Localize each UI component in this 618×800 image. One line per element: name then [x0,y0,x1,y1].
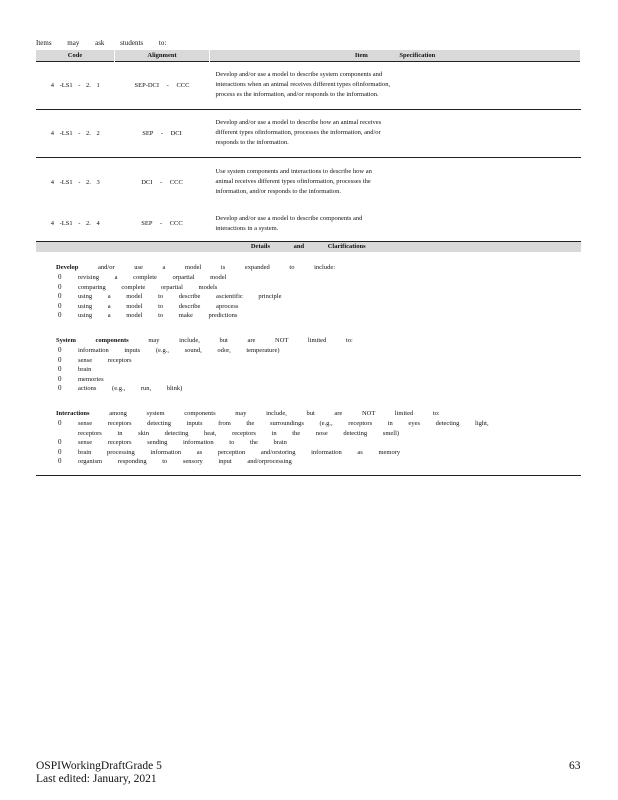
circle-bullet-icon: 0 [58,457,62,466]
block-intro: among system components may include, but are NOT limited to: [109,409,440,417]
circle-bullet-icon: 0 [58,355,62,364]
spec-line: information, and/or responds to the information. [215,188,341,196]
circle-bullet-icon: 0 [58,311,62,320]
spec-line: interactions in a system. [215,224,279,232]
circle-bullet-icon: 0 [58,365,62,374]
circle-bullet-icon: 0 [58,282,62,291]
list-item: 0 organism responding to sensory input and/orprocessing [58,457,292,466]
block-intro: and/or use a model is expanded to include: [98,264,336,271]
spec-line: Develop and/or use a model to describe components and [215,214,363,222]
details-block-interactions [44,408,581,467]
spec-line: different types ofinformation, processes the information, and/or [215,129,381,136]
table-row [36,61,581,109]
spec-header: Item Specification [210,50,581,61]
list-item: 0 brain [58,365,92,374]
intro-text: Items may ask students to: [36,39,167,47]
code-cell: 4 -LS1 - 2. 1 [36,61,115,109]
spec-cell [210,157,581,207]
alignment-header: Alignment [115,50,210,61]
list-item: 0 sense receptors [58,355,132,364]
list-item-continuation: receptors in skin detecting heat, receptors in the nose detecting smell) [78,429,400,437]
list-item: 0 using a model to describe aprocess [58,301,239,310]
circle-bullet-icon: 0 [58,301,62,310]
footer-edit-date: Last edited: January, 2021 [36,773,157,785]
spec-cell [210,207,581,241]
spec-line: Use system components and interactions to describe how an [215,168,372,176]
code-header: Code [36,50,115,61]
list-item: 0 actions (e.g., run, blink) [58,384,183,393]
details-block-system-components [44,335,581,394]
footer-doc-title: OSPIWorkingDraftGrade 5 [36,760,162,772]
list-item: 0 memories [58,374,104,383]
list-item: 0 revising a complete orpartial model [58,273,227,281]
spec-line: interactions when an animal receives different types ofinformation, [215,81,391,88]
details-header-row [36,241,581,252]
spec-line: process es the information, and/or responds to the information. [215,91,379,98]
alignment-cell: SEP - CCC [141,220,183,228]
table-header-row [36,50,581,61]
circle-bullet-icon: 0 [58,292,62,301]
details-header: Details and Clarifications [36,241,581,252]
list-item: 0 brain processing information as perception and/orstoring information as memory [58,447,401,456]
spec-line: animal receives different types ofinformation, processes the [215,178,371,186]
list-item: 0 using a model to make predictions [58,311,238,320]
alignment-cell: SEP-DCI - CCC [115,61,210,109]
spec-cell [210,109,581,157]
block-keyword: Interactions [56,409,90,417]
circle-bullet-icon: 0 [58,273,62,281]
table-row [36,207,581,241]
spec-line: Develop and/or use a model to describe system components and [215,71,383,78]
list-item: 0 sense receptors sending information to the brain [58,438,287,447]
circle-bullet-icon: 0 [58,447,62,456]
item-spec-table [36,50,581,252]
alignment-cell: SEP - DCI [115,109,210,157]
list-item: 0 sense receptors detecting inputs from the surroundings (e.g., receptors in eyes detecting light, [58,418,489,427]
alignment-cell: DCI - CCC [115,157,210,207]
circle-bullet-icon: 0 [58,438,62,447]
block-keyword: System components [56,336,129,344]
circle-bullet-icon: 0 [58,374,62,383]
block-keyword: Develop [56,264,79,271]
spec-line: Develop and/or use a model to describe how an animal receives [215,119,382,126]
details-section [36,262,581,476]
spec-line: responds to the information. [215,139,289,146]
circle-bullet-icon: 0 [58,384,62,393]
page-footer [36,760,162,786]
circle-bullet-icon: 0 [58,345,62,354]
code-cell: 4 -LS1 - 2. 4 [50,220,100,228]
code-cell: 4 -LS1 - 2. 3 [36,157,115,207]
spec-cell [210,61,581,109]
details-block-develop [44,262,581,321]
table-row [36,157,581,207]
list-item: 0 comparing complete orpartial models [58,282,218,291]
code-cell: 4 -LS1 - 2. 2 [36,109,115,157]
list-item: 0 using a model to describe ascientific principle [58,292,282,301]
table-row [36,109,581,157]
circle-bullet-icon: 0 [58,418,62,427]
page-number: 63 [569,760,581,772]
block-intro: may include, but are NOT limited to: [148,336,353,344]
list-item: 0 information inputs (e.g., sound, odor, temperature) [58,345,280,354]
